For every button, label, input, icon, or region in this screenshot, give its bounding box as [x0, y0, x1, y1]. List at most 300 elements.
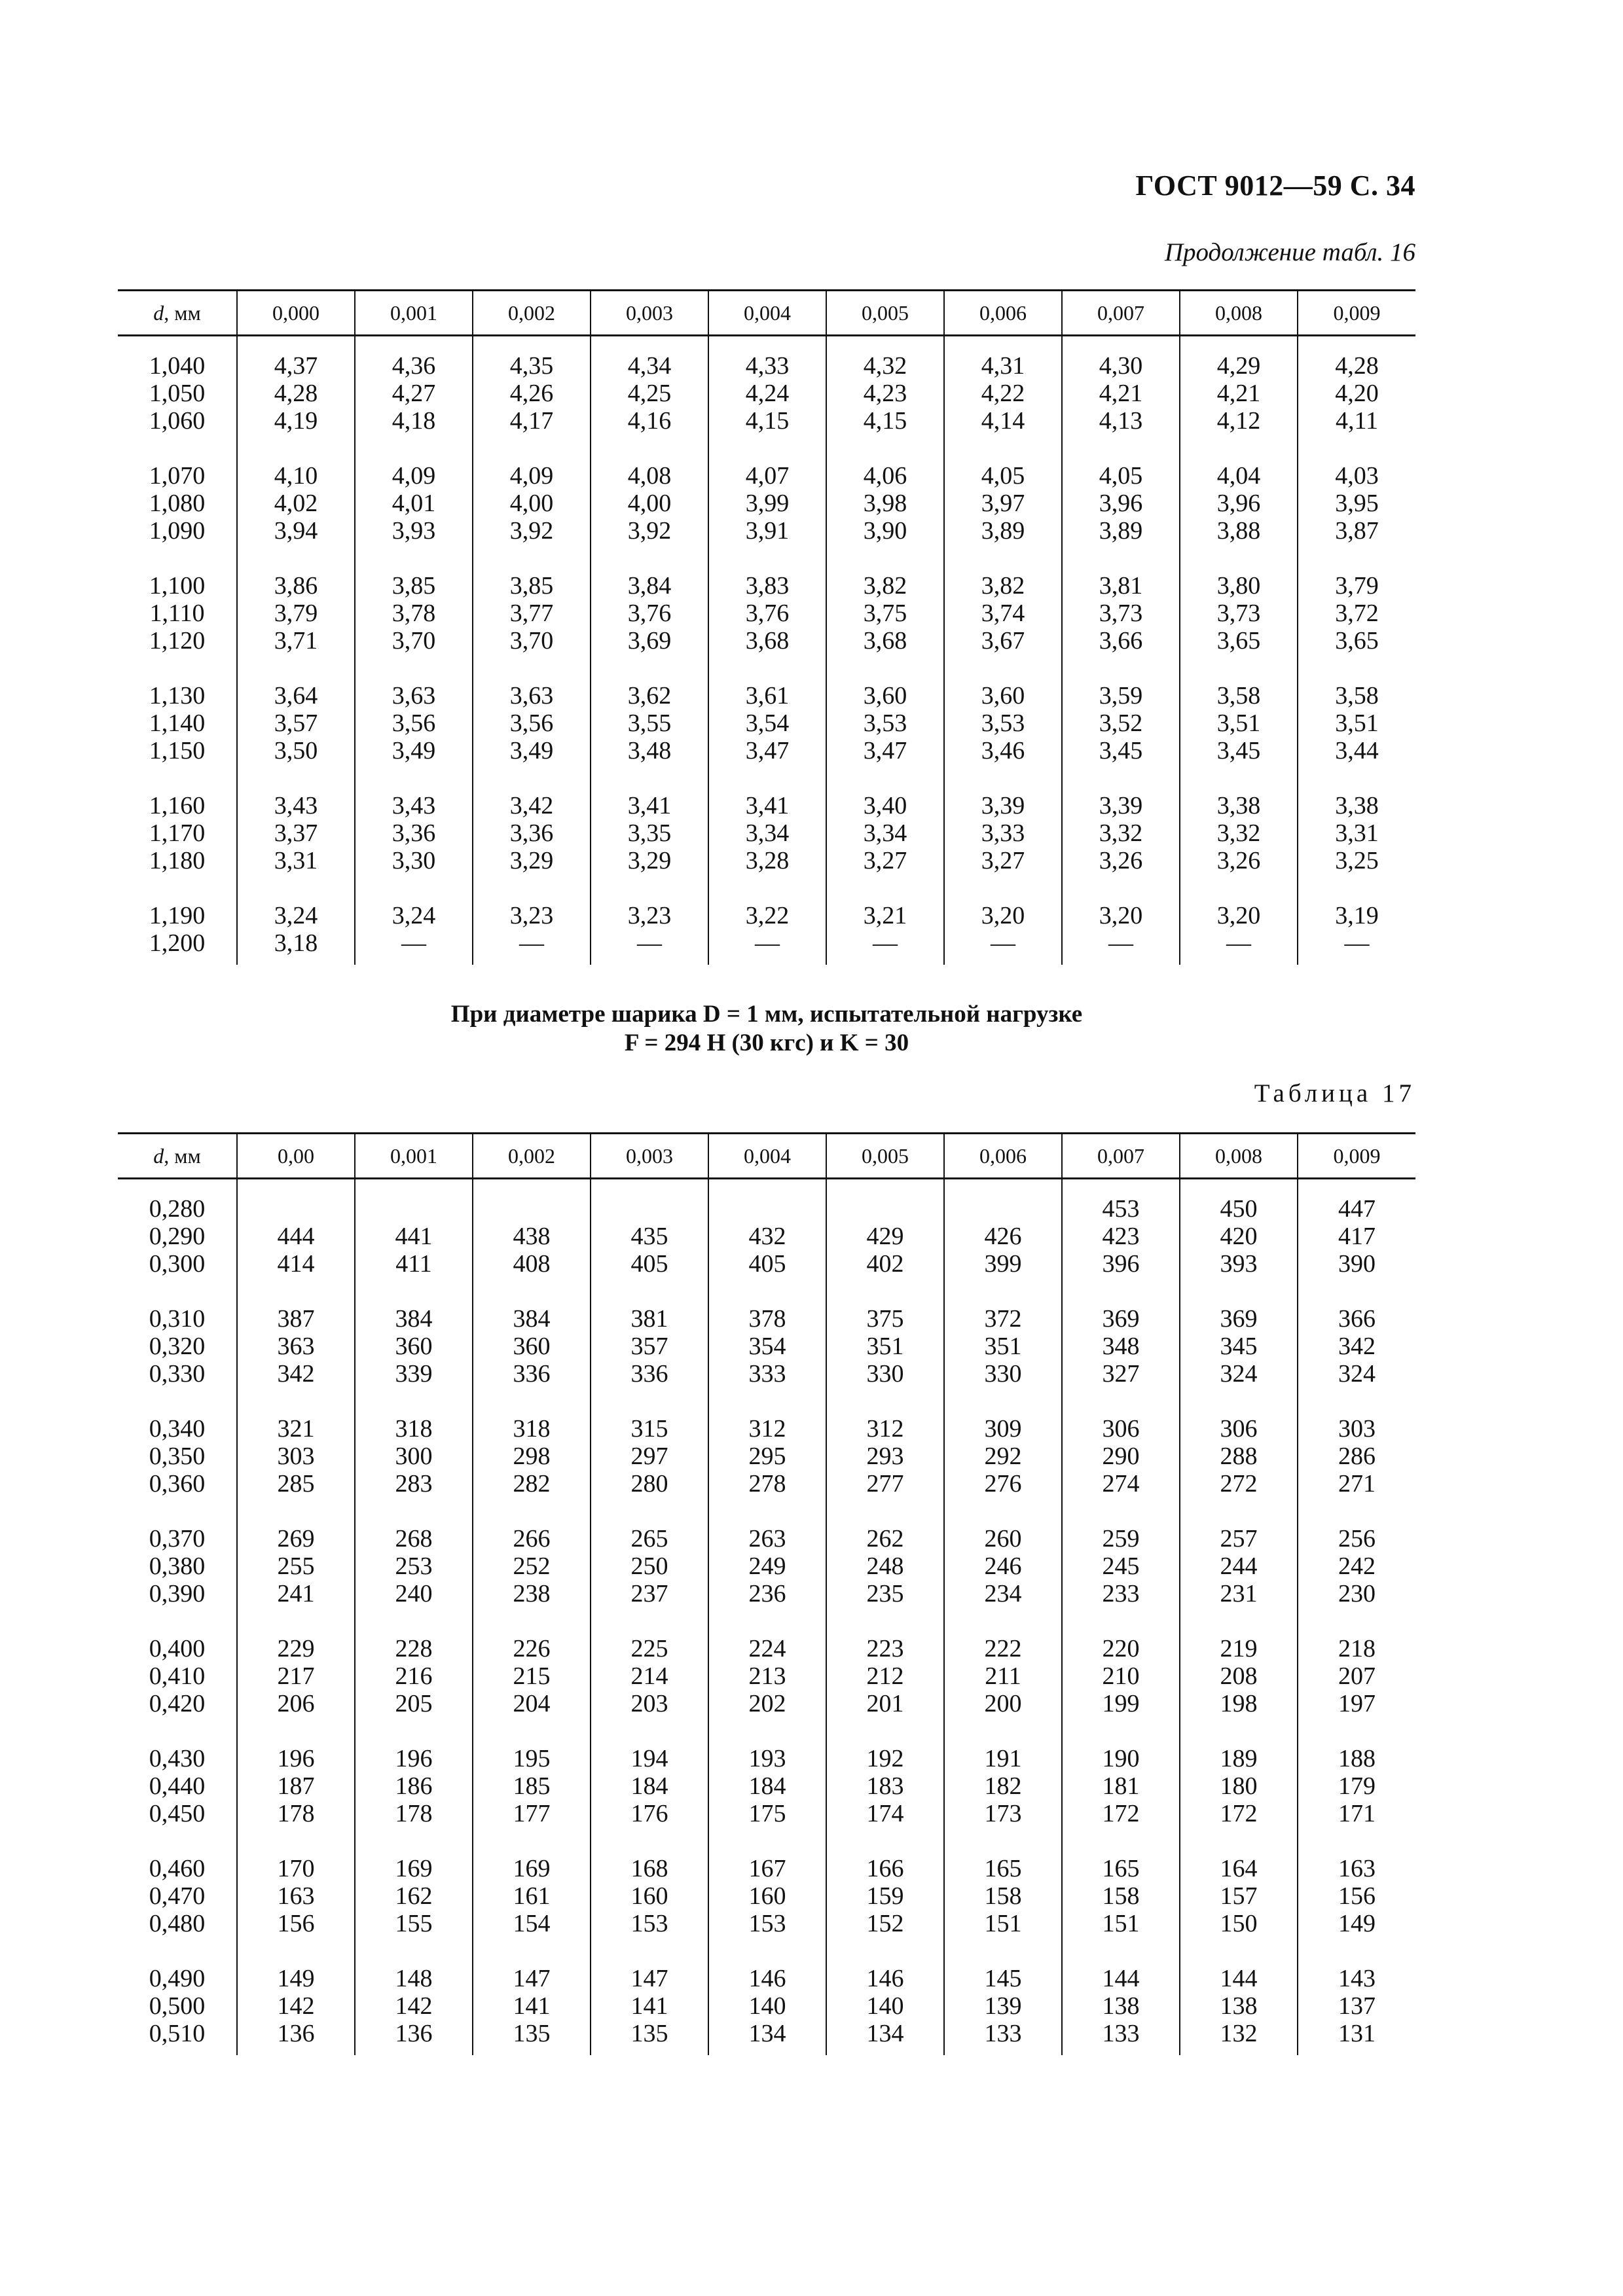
hardness-cell: 145 — [944, 1965, 1062, 1992]
diameter-cell: 0,470 — [149, 1882, 206, 1910]
hardness-cell: 142 — [237, 1992, 355, 2020]
hardness-cell: 4,00 — [591, 490, 708, 517]
hardness-cell: 153 — [708, 1910, 826, 1937]
spacer-row — [118, 2047, 1415, 2055]
diameter-cell: 1,090 — [149, 517, 206, 545]
hardness-cell: 3,72 — [1298, 600, 1415, 627]
diameter-cell: 0,430 — [149, 1745, 206, 1772]
hardness-cell: 4,07 — [708, 462, 826, 490]
hardness-cell: 189 — [1180, 1745, 1298, 1772]
diameter-cell: 1,100 — [149, 572, 206, 600]
hardness-cell: 306 — [1062, 1415, 1180, 1443]
hardness-cell: 283 — [355, 1470, 473, 1498]
hardness-cell: 3,39 — [944, 792, 1062, 819]
hardness-cell: 3,54 — [708, 709, 826, 737]
hardness-cell: 244 — [1180, 1552, 1298, 1580]
hardness-cell — [708, 1195, 826, 1223]
hardness-cell: 3,34 — [826, 819, 944, 847]
hardness-cell: 260 — [944, 1525, 1062, 1552]
hardness-cell: 153 — [591, 1910, 708, 1937]
hardness-cell: 435 — [591, 1223, 708, 1250]
hardness-cell: 3,36 — [473, 819, 591, 847]
hardness-cell: 3,27 — [826, 847, 944, 874]
hardness-cell: 3,26 — [1180, 847, 1298, 874]
table-row — [118, 352, 1415, 380]
diameter-cell: 1,150 — [149, 737, 206, 764]
hardness-cell — [237, 1195, 355, 1223]
hardness-cell: 292 — [944, 1443, 1062, 1470]
hardness-cell: 4,26 — [473, 380, 591, 407]
hardness-cell: 174 — [826, 1800, 944, 1827]
table-row — [118, 682, 1415, 709]
hardness-cell: 176 — [591, 1800, 708, 1827]
hardness-cell: 4,30 — [1062, 352, 1180, 380]
hardness-cell: 3,80 — [1180, 572, 1298, 600]
hardness-cell: — — [1062, 929, 1180, 957]
hardness-cell: 184 — [708, 1772, 826, 1800]
hardness-cell: 3,33 — [944, 819, 1062, 847]
hardness-cell: 3,29 — [473, 847, 591, 874]
hardness-cell: 3,75 — [826, 600, 944, 627]
hardness-cell: 230 — [1298, 1580, 1415, 1607]
hardness-cell: 268 — [355, 1525, 473, 1552]
diameter-cell: 1,110 — [149, 600, 205, 627]
table-row — [118, 1415, 1415, 1443]
hardness-cell: 4,17 — [473, 407, 591, 435]
spacer-row — [118, 1388, 1415, 1415]
hardness-cell: 3,51 — [1180, 709, 1298, 737]
hardness-cell: 333 — [708, 1360, 826, 1388]
hardness-cell: 165 — [1062, 1855, 1180, 1882]
spacer-row — [118, 1717, 1415, 1745]
hardness-cell: 278 — [708, 1470, 826, 1498]
diameter-cell: 0,490 — [149, 1965, 206, 1992]
hardness-cell: 4,36 — [355, 352, 473, 380]
hardness-cell: 272 — [1180, 1470, 1298, 1498]
hardness-cell: 3,29 — [591, 847, 708, 874]
hardness-cell: 3,55 — [591, 709, 708, 737]
hardness-cell: 199 — [1062, 1690, 1180, 1717]
hardness-cell: 351 — [944, 1333, 1062, 1360]
hardness-cell: 158 — [944, 1882, 1062, 1910]
hardness-cell: 315 — [591, 1415, 708, 1443]
hardness-cell: 4,16 — [591, 407, 708, 435]
hardness-cell: — — [1298, 929, 1415, 957]
hardness-cell: 4,35 — [473, 352, 591, 380]
hardness-cell: 180 — [1180, 1772, 1298, 1800]
hardness-cell: 4,10 — [237, 462, 355, 490]
column-header-increment: 0,001 — [355, 291, 473, 336]
hardness-cell: — — [591, 929, 708, 957]
diameter-cell: 0,460 — [149, 1855, 206, 1882]
hardness-cell: 222 — [944, 1635, 1062, 1662]
hardness-cell: 274 — [1062, 1470, 1180, 1498]
hardness-cell: 3,86 — [237, 572, 355, 600]
hardness-cell: 147 — [591, 1965, 708, 1992]
hardness-cell — [355, 1195, 473, 1223]
hardness-cell: 172 — [1180, 1800, 1298, 1827]
hardness-cell: 348 — [1062, 1333, 1180, 1360]
hardness-cell: 3,44 — [1298, 737, 1415, 764]
hardness-cell: 3,76 — [591, 600, 708, 627]
section-heading — [118, 1000, 1415, 1058]
hardness-cell: 399 — [944, 1250, 1062, 1278]
hardness-cell: 360 — [473, 1333, 591, 1360]
hardness-cell: 378 — [708, 1305, 826, 1333]
hardness-cell: 321 — [237, 1415, 355, 1443]
column-header-increment: 0,005 — [826, 291, 944, 336]
hardness-cell: 3,68 — [826, 627, 944, 655]
hardness-cell: 387 — [237, 1305, 355, 1333]
table-row — [118, 1525, 1415, 1552]
hardness-cell: 175 — [708, 1800, 826, 1827]
hardness-cell: 286 — [1298, 1443, 1415, 1470]
hardness-cell: 252 — [473, 1552, 591, 1580]
hardness-cell: 3,61 — [708, 682, 826, 709]
hardness-cell: 366 — [1298, 1305, 1415, 1333]
hardness-cell: 381 — [591, 1305, 708, 1333]
diameter-cell: 1,070 — [149, 462, 206, 490]
hardness-cell: 212 — [826, 1662, 944, 1690]
diameter-cell: 0,410 — [149, 1662, 206, 1690]
hardness-cell: 183 — [826, 1772, 944, 1800]
hardness-cell: 3,68 — [708, 627, 826, 655]
hardness-cell: 3,43 — [237, 792, 355, 819]
hardness-cell: 3,77 — [473, 600, 591, 627]
hardness-cell — [473, 1195, 591, 1223]
hardness-cell: 384 — [355, 1305, 473, 1333]
hardness-cell: 179 — [1298, 1772, 1415, 1800]
spacer-row — [118, 336, 1415, 353]
hardness-cell — [944, 1195, 1062, 1223]
diameter-cell: 0,280 — [149, 1195, 206, 1223]
hardness-cell: 360 — [355, 1333, 473, 1360]
hardness-cell: 3,70 — [473, 627, 591, 655]
hardness-cell: 3,52 — [1062, 709, 1180, 737]
hardness-cell: 429 — [826, 1223, 944, 1250]
hardness-cell: 159 — [826, 1882, 944, 1910]
hardness-cell: 417 — [1298, 1223, 1415, 1250]
hardness-cell: 276 — [944, 1470, 1062, 1498]
hardness-cell: 3,47 — [826, 737, 944, 764]
column-header-increment: 0,006 — [944, 291, 1062, 336]
hardness-cell: 324 — [1180, 1360, 1298, 1388]
hardness-cell: 3,56 — [355, 709, 473, 737]
hardness-cell: 226 — [473, 1635, 591, 1662]
hardness-cell: 4,05 — [944, 462, 1062, 490]
hardness-cell: 4,15 — [708, 407, 826, 435]
hardness-cell: 152 — [826, 1910, 944, 1937]
hardness-cell: 186 — [355, 1772, 473, 1800]
hardness-cell: 312 — [708, 1415, 826, 1443]
hardness-cell: 3,79 — [1298, 572, 1415, 600]
column-header-increment: 0,007 — [1062, 291, 1180, 336]
hardness-cell: 160 — [708, 1882, 826, 1910]
hardness-cell: 265 — [591, 1525, 708, 1552]
hardness-cell: 3,63 — [473, 682, 591, 709]
hardness-cell: 3,95 — [1298, 490, 1415, 517]
hardness-cell: 3,20 — [944, 902, 1062, 929]
diameter-cell: 0,290 — [149, 1223, 206, 1250]
hardness-cell: 177 — [473, 1800, 591, 1827]
table-row — [118, 1882, 1415, 1910]
diameter-cell: 1,040 — [149, 352, 206, 380]
spacer-row — [118, 1179, 1415, 1196]
hardness-cell: 131 — [1298, 2020, 1415, 2047]
hardness-cell: 3,62 — [591, 682, 708, 709]
table-row — [118, 600, 1415, 627]
hardness-cell: — — [355, 929, 473, 957]
table-row — [118, 1800, 1415, 1827]
hardness-cell: 3,88 — [1180, 517, 1298, 545]
hardness-cell: 262 — [826, 1525, 944, 1552]
diameter-cell: 1,060 — [149, 407, 206, 435]
diameter-cell: 0,320 — [149, 1333, 206, 1360]
diameter-cell: 0,420 — [149, 1690, 206, 1717]
diameter-cell: 0,380 — [149, 1552, 206, 1580]
hardness-cell: 3,83 — [708, 572, 826, 600]
table-row — [118, 737, 1415, 764]
column-header-increment: 0,008 — [1180, 1134, 1298, 1179]
hardness-cell: 3,60 — [944, 682, 1062, 709]
table-17-header — [118, 1134, 1415, 1179]
hardness-cell: — — [944, 929, 1062, 957]
table-row — [118, 1305, 1415, 1333]
hardness-cell: 293 — [826, 1443, 944, 1470]
spacer-row — [118, 874, 1415, 902]
hardness-cell: 4,21 — [1062, 380, 1180, 407]
column-header-increment: 0,001 — [355, 1134, 473, 1179]
hardness-cell: 3,50 — [237, 737, 355, 764]
diameter-cell: 1,180 — [149, 847, 206, 874]
diameter-cell: 1,190 — [149, 902, 206, 929]
hardness-cell: 4,33 — [708, 352, 826, 380]
hardness-cell: 3,21 — [826, 902, 944, 929]
table-row — [118, 1965, 1415, 1992]
hardness-cell: 3,73 — [1062, 600, 1180, 627]
spacer-row — [118, 655, 1415, 682]
hardness-cell: 146 — [708, 1965, 826, 1992]
hardness-cell: 4,28 — [1298, 352, 1415, 380]
hardness-cell: 213 — [708, 1662, 826, 1690]
table-row — [118, 1855, 1415, 1882]
column-header-increment: 0,003 — [591, 291, 708, 336]
hardness-cell: 182 — [944, 1772, 1062, 1800]
hardness-cell: 3,46 — [944, 737, 1062, 764]
hardness-cell — [591, 1195, 708, 1223]
hardness-cell: 158 — [1062, 1882, 1180, 1910]
hardness-cell: 288 — [1180, 1443, 1298, 1470]
table-row — [118, 1910, 1415, 1937]
hardness-cell: 3,99 — [708, 490, 826, 517]
page-header-title: ГОСТ 9012—59 С. 34 — [1135, 170, 1415, 202]
column-header-increment: 0,009 — [1298, 291, 1415, 336]
table-row — [118, 1333, 1415, 1360]
hardness-cell: 3,35 — [591, 819, 708, 847]
hardness-cell: 196 — [237, 1745, 355, 1772]
hardness-cell: 312 — [826, 1415, 944, 1443]
column-header-diameter: d, мм — [118, 291, 237, 336]
column-header-increment: 0,008 — [1180, 291, 1298, 336]
hardness-cell: 135 — [473, 2020, 591, 2047]
hardness-cell: 285 — [237, 1470, 355, 1498]
hardness-cell: 235 — [826, 1580, 944, 1607]
hardness-cell: 4,12 — [1180, 407, 1298, 435]
hardness-cell: 210 — [1062, 1662, 1180, 1690]
column-header-increment: 0,002 — [473, 291, 591, 336]
hardness-cell: 138 — [1180, 1992, 1298, 2020]
hardness-cell: 3,22 — [708, 902, 826, 929]
hardness-cell: 3,84 — [591, 572, 708, 600]
table-row — [118, 1360, 1415, 1388]
table-row — [118, 1992, 1415, 2020]
hardness-cell: 3,85 — [473, 572, 591, 600]
hardness-cell: 238 — [473, 1580, 591, 1607]
spacer-row — [118, 957, 1415, 965]
hardness-cell: 146 — [826, 1965, 944, 1992]
hardness-cell: 438 — [473, 1223, 591, 1250]
hardness-cell: 384 — [473, 1305, 591, 1333]
hardness-cell: 266 — [473, 1525, 591, 1552]
table-row — [118, 1195, 1415, 1223]
hardness-cell: 4,37 — [237, 352, 355, 380]
table-row — [118, 1772, 1415, 1800]
hardness-cell: 408 — [473, 1250, 591, 1278]
hardness-cell: 242 — [1298, 1552, 1415, 1580]
hardness-cell: 4,31 — [944, 352, 1062, 380]
hardness-cell: 3,32 — [1062, 819, 1180, 847]
hardness-cell: 290 — [1062, 1443, 1180, 1470]
hardness-cell: 4,02 — [237, 490, 355, 517]
hardness-cell: 3,73 — [1180, 600, 1298, 627]
hardness-cell: 3,41 — [708, 792, 826, 819]
hardness-cell: 194 — [591, 1745, 708, 1772]
hardness-cell: 164 — [1180, 1855, 1298, 1882]
hardness-cell: 3,92 — [591, 517, 708, 545]
hardness-cell: 318 — [473, 1415, 591, 1443]
hardness-cell: 3,49 — [355, 737, 473, 764]
hardness-cell: 405 — [591, 1250, 708, 1278]
hardness-cell: 3,92 — [473, 517, 591, 545]
hardness-cell: 134 — [708, 2020, 826, 2047]
diameter-cell: 0,400 — [149, 1635, 206, 1662]
column-header-increment: 0,004 — [708, 291, 826, 336]
hardness-cell: 3,25 — [1298, 847, 1415, 874]
hardness-cell: 187 — [237, 1772, 355, 1800]
hardness-cell: 372 — [944, 1305, 1062, 1333]
hardness-cell: 3,81 — [1062, 572, 1180, 600]
hardness-cell: 345 — [1180, 1333, 1298, 1360]
hardness-cell: 3,96 — [1180, 490, 1298, 517]
hardness-cell: 178 — [355, 1800, 473, 1827]
hardness-cell: 168 — [591, 1855, 708, 1882]
hardness-cell: 169 — [355, 1855, 473, 1882]
hardness-cell: 4,32 — [826, 352, 944, 380]
hardness-cell: 166 — [826, 1855, 944, 1882]
hardness-cell: 306 — [1180, 1415, 1298, 1443]
hardness-cell: 3,90 — [826, 517, 944, 545]
hardness-cell: 3,24 — [355, 902, 473, 929]
hardness-cell: 163 — [1298, 1855, 1415, 1882]
hardness-cell: 3,32 — [1180, 819, 1298, 847]
hardness-cell: 3,82 — [826, 572, 944, 600]
hardness-cell: 414 — [237, 1250, 355, 1278]
hardness-cell: 173 — [944, 1800, 1062, 1827]
hardness-cell: 4,06 — [826, 462, 944, 490]
column-header-diameter: d, мм — [118, 1134, 237, 1179]
hardness-cell: 143 — [1298, 1965, 1415, 1992]
hardness-cell: 363 — [237, 1333, 355, 1360]
hardness-cell: 185 — [473, 1772, 591, 1800]
hardness-cell: 420 — [1180, 1223, 1298, 1250]
hardness-cell: — — [826, 929, 944, 957]
hardness-cell: 342 — [237, 1360, 355, 1388]
hardness-cell: 303 — [237, 1443, 355, 1470]
hardness-cell: 369 — [1180, 1305, 1298, 1333]
hardness-cell: 231 — [1180, 1580, 1298, 1607]
diameter-cell: 0,300 — [149, 1250, 206, 1278]
hardness-cell: 3,20 — [1062, 902, 1180, 929]
diameter-cell: 1,160 — [149, 792, 206, 819]
hardness-cell: 171 — [1298, 1800, 1415, 1827]
hardness-cell: 3,39 — [1062, 792, 1180, 819]
table-row — [118, 1223, 1415, 1250]
hardness-cell: 149 — [237, 1965, 355, 1992]
hardness-cell: 248 — [826, 1552, 944, 1580]
hardness-cell: 309 — [944, 1415, 1062, 1443]
table-row — [118, 380, 1415, 407]
column-header-increment: 0,006 — [944, 1134, 1062, 1179]
hardness-cell: 3,38 — [1298, 792, 1415, 819]
hardness-cell: — — [1180, 929, 1298, 957]
hardness-cell: 3,87 — [1298, 517, 1415, 545]
hardness-cell: 138 — [1062, 1992, 1180, 2020]
spacer-row — [118, 545, 1415, 572]
hardness-cell: 256 — [1298, 1525, 1415, 1552]
diameter-cell: 1,140 — [149, 709, 206, 737]
hardness-cell: 3,65 — [1298, 627, 1415, 655]
hardness-cell: 3,20 — [1180, 902, 1298, 929]
table-17-body — [118, 1179, 1415, 2056]
table-row — [118, 462, 1415, 490]
hardness-cell: 240 — [355, 1580, 473, 1607]
hardness-cell: 229 — [237, 1635, 355, 1662]
hardness-cell: 141 — [473, 1992, 591, 2020]
hardness-cell: 3,89 — [1062, 517, 1180, 545]
hardness-cell: 233 — [1062, 1580, 1180, 1607]
hardness-cell: 162 — [355, 1882, 473, 1910]
hardness-cell: 197 — [1298, 1690, 1415, 1717]
hardness-cell: 453 — [1062, 1195, 1180, 1223]
hardness-cell: 4,18 — [355, 407, 473, 435]
table-row — [118, 792, 1415, 819]
hardness-cell: — — [473, 929, 591, 957]
hardness-cell: 140 — [708, 1992, 826, 2020]
hardness-cell: 257 — [1180, 1525, 1298, 1552]
hardness-cell: 188 — [1298, 1745, 1415, 1772]
hardness-cell: 393 — [1180, 1250, 1298, 1278]
table-row — [118, 517, 1415, 545]
hardness-cell: 3,51 — [1298, 709, 1415, 737]
hardness-cell: 154 — [473, 1910, 591, 1937]
hardness-cell: 211 — [944, 1662, 1062, 1690]
hardness-cell: 426 — [944, 1223, 1062, 1250]
hardness-cell: 216 — [355, 1662, 473, 1690]
hardness-cell: 297 — [591, 1443, 708, 1470]
hardness-cell: 3,71 — [237, 627, 355, 655]
hardness-cell: 218 — [1298, 1635, 1415, 1662]
hardness-cell: 4,24 — [708, 380, 826, 407]
